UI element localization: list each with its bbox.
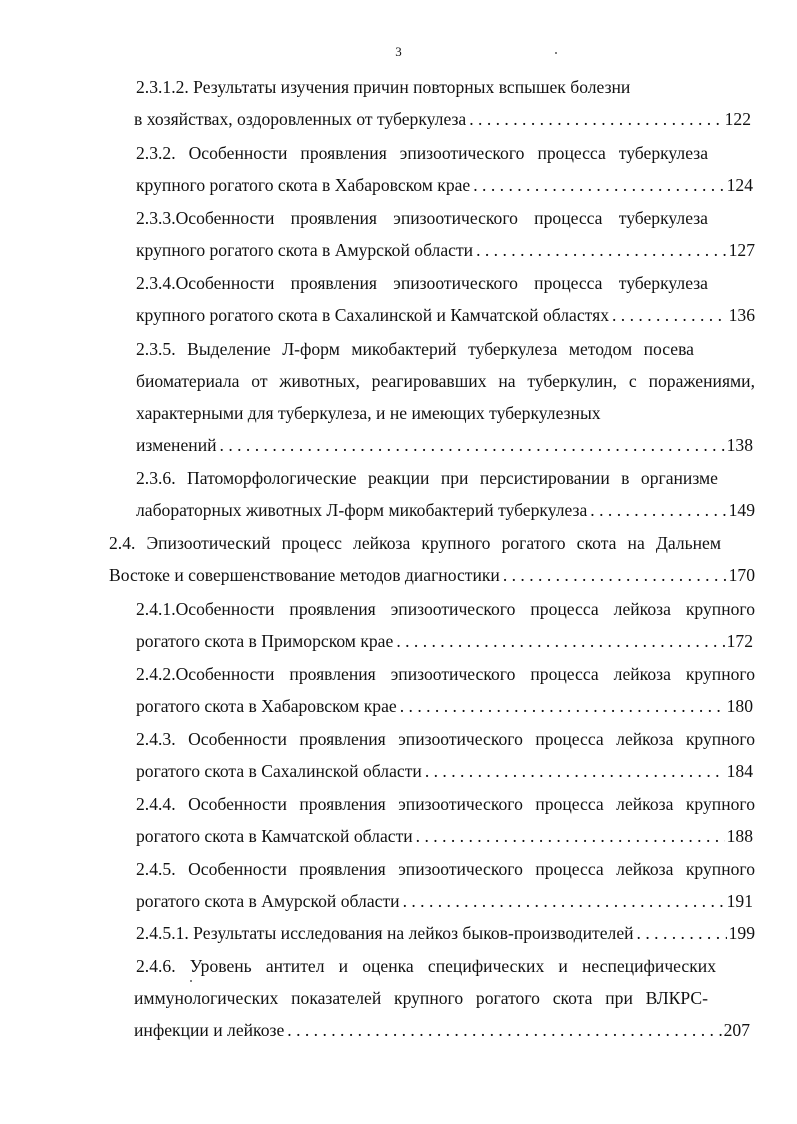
toc-entry-last-line: 2.4.5.1. Результаты исследования на лейкоз быков-производителей . . . 199 — [136, 922, 755, 944]
toc-page-number: 191 — [726, 891, 753, 911]
toc-entry-last-line: крупного рогатого скота в Хабаровском крае . . . 124 — [136, 174, 753, 196]
toc-entry-last-line: рогатого скота в Сахалинской области . . . 184 — [136, 760, 753, 782]
page-number: 3 — [395, 44, 402, 59]
toc-page-number: 136 — [728, 305, 755, 325]
scan-speck — [190, 980, 192, 982]
toc-line: 2.4. Эпизоотический процесс лейкоза крупного рогатого скота на Дальнем — [109, 533, 721, 553]
toc-line: 2.4.4. Особенности проявления эпизоотического процесса лейкоза крупного — [136, 794, 755, 814]
toc-line: 2.3.5. Выделение Л-форм микобактерий туберкулеза методом посева — [136, 339, 694, 359]
toc-line: 2.4.6. Уровень антител и оценка специфических и неспецифических — [136, 956, 716, 976]
toc-line: 2.3.4.Особенности проявления эпизоотического процесса туберкулеза — [136, 273, 708, 293]
scan-speck — [555, 52, 557, 54]
toc-line: 2.4.2.Особенности проявления эпизоотического процесса лейкоза крупного — [136, 664, 755, 684]
toc-page-number: 188 — [726, 826, 753, 846]
toc-entry-last-line: крупного рогатого скота в Сахалинской и Камчатской областях . . . 136 — [136, 304, 755, 326]
toc-entry-last-line: Востоке и совершенствование методов диагностики . . . 170 — [109, 564, 755, 586]
toc-line: 2.3.1.2. Результаты изучения причин повторных вспышек болезни — [136, 77, 631, 97]
toc-entry-last-line: инфекции и лейкозе . . . 207 — [134, 1019, 750, 1041]
toc-entry-last-line: рогатого скота в Приморском крае . . . 172 — [136, 630, 753, 652]
toc-entry-last-line: лабораторных животных Л-форм микобактерий туберкулеза . . . 149 — [136, 499, 755, 521]
toc-page-number: 172 — [726, 631, 753, 651]
toc-line: 2.4.1.Особенности проявления эпизоотического процесса лейкоза крупного — [136, 599, 755, 619]
toc-entry-last-line: рогатого скота в Хабаровском крае . . . 180 — [136, 695, 753, 717]
toc-page-number: 184 — [726, 761, 753, 781]
toc-line: 2.3.6. Патоморфологические реакции при персистировании в организме — [136, 468, 718, 488]
toc-entry-last-line: в хозяйствах, оздоровленных от туберкулеза . . . 122 — [134, 108, 751, 130]
toc-line: 2.3.3.Особенности проявления эпизоотического процесса туберкулеза — [136, 208, 708, 228]
toc-line: 2.4.3. Особенности проявления эпизоотического процесса лейкоза крупного — [136, 729, 755, 749]
toc-entry-last-line: крупного рогатого скота в Амурской области . . . 127 — [136, 239, 755, 261]
toc-page-number: 180 — [726, 696, 753, 716]
toc-page-number: 124 — [726, 175, 753, 195]
toc-page-number: 127 — [728, 240, 755, 260]
toc-page-number: 122 — [724, 109, 751, 129]
toc-page-number: 149 — [728, 500, 755, 520]
toc-page-number: 207 — [723, 1020, 750, 1040]
toc-page-number: 170 — [728, 565, 755, 585]
toc-entry-last-line: рогатого скота в Камчатской области . . . 188 — [136, 825, 753, 847]
toc-entry-last-line: рогатого скота в Амурской области . . . 191 — [136, 890, 753, 912]
toc-line: иммунологических показателей крупного рогатого скота при ВЛКРС- — [134, 988, 708, 1008]
toc-page-number: 199 — [728, 923, 755, 943]
toc-line: 2.4.5. Особенности проявления эпизоотического процесса лейкоза крупного — [136, 859, 755, 879]
toc-line: характерными для туберкулеза, и не имеющих туберкулезных — [136, 403, 601, 423]
toc-line: биоматериала от животных, реагировавших на туберкулин, с поражениями, — [136, 371, 755, 391]
toc-line: 2.3.2. Особенности проявления эпизоотического процесса туберкулеза — [136, 143, 708, 163]
toc-page-number: 138 — [726, 435, 753, 455]
toc-entry-last-line: изменений . . . 138 — [136, 434, 753, 456]
